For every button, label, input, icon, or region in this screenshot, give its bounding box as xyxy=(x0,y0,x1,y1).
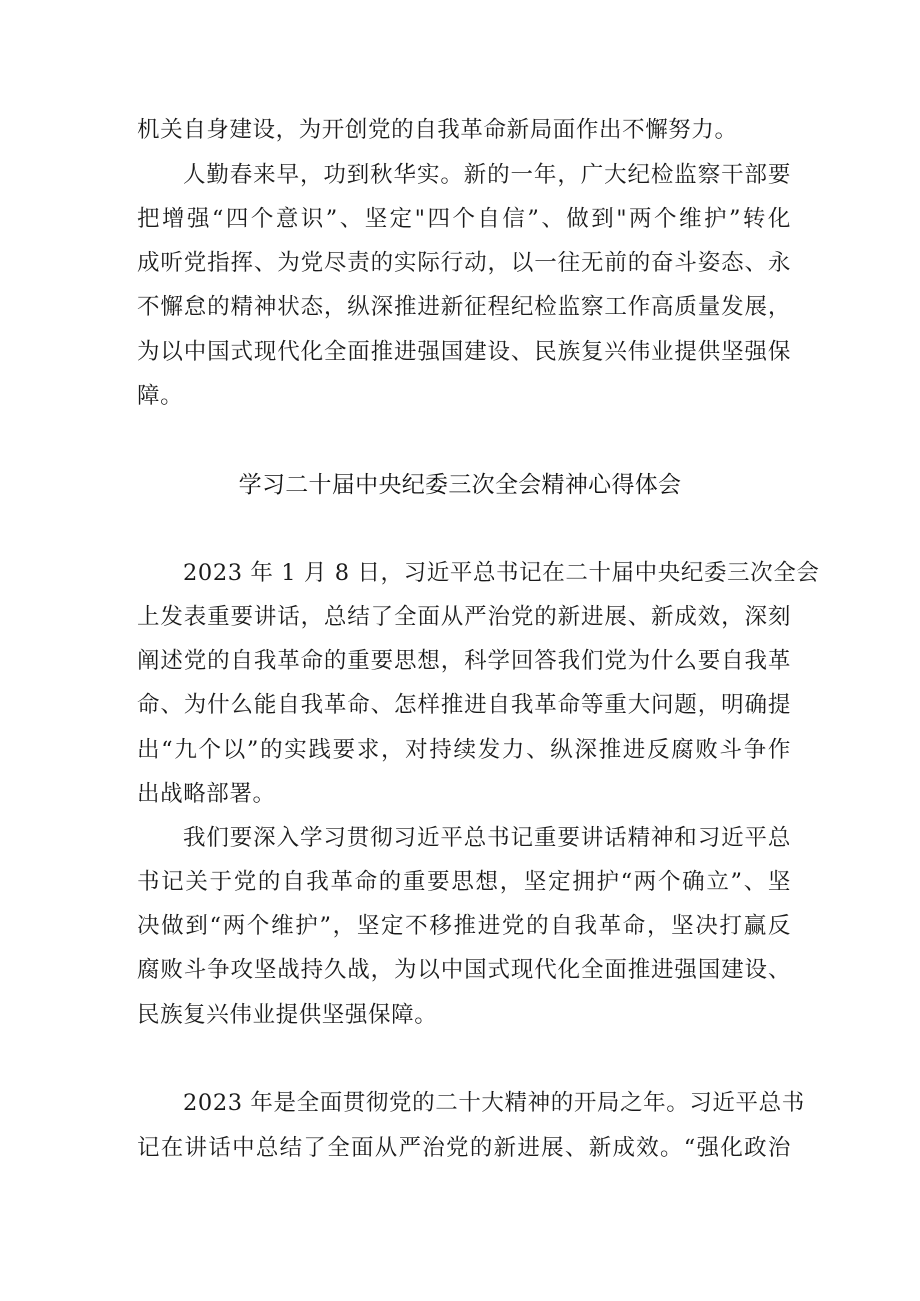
article-title: 学习二十届中央纪委三次全会精神心得体会 xyxy=(238,472,682,498)
paragraph-line: 人勤春来早，功到秋华实。新的一年，广大纪检监察干部要 xyxy=(183,162,791,188)
paragraph-line: 腐败斗争攻坚战持久战，为以中国式现代化全面推进强国建设、 xyxy=(137,957,791,983)
paragraph-line: 阐述党的自我革命的重要思想，科学回答我们党为什么要自我革 xyxy=(137,648,791,674)
paragraph-line: 我们要深入学习贯彻习近平总书记重要讲话精神和习近平总 xyxy=(183,825,791,851)
paragraph-line: 2023 年是全面贯彻党的二十大精神的开局之年。习近平总书 xyxy=(183,1090,805,1116)
paragraph-line: 出战略部署。 xyxy=(137,781,276,807)
paragraph-line: 记在讲话中总结了全面从严治党的新进展、新成效。“强化政治 xyxy=(137,1135,791,1161)
paragraph-line: 不懈怠的精神状态，纵深推进新征程纪检监察工作高质量发展， xyxy=(137,294,791,320)
paragraph-line: 民族复兴伟业提供坚强保障。 xyxy=(137,1002,438,1028)
paragraph-continuation-line: 机关自身建设，为开创党的自我革命新局面作出不懈努力。 xyxy=(137,117,738,143)
paragraph-line: 命、为什么能自我革命、怎样推进自我革命等重大问题，明确提 xyxy=(137,692,791,718)
paragraph-line: 出“九个以”的实践要求，对持续发力、纵深推进反腐败斗争作 xyxy=(137,737,791,763)
paragraph-line: 把增强“四个意识”、坚定"四个自信”、做到"两个维护”转化 xyxy=(137,206,791,232)
paragraph-line: 2023 年 1 月 8 日，习近平总书记在二十届中央纪委三次全会 xyxy=(183,560,820,586)
paragraph-line: 上发表重要讲话，总结了全面从严治党的新进展、新成效，深刻 xyxy=(137,604,791,630)
paragraph-line: 障。 xyxy=(137,383,184,409)
paragraph-line: 书记关于党的自我革命的重要思想，坚定拥护“两个确立”、坚 xyxy=(137,869,791,895)
paragraph-line: 决做到“两个维护”，坚定不移推进党的自我革命，坚决打赢反 xyxy=(137,913,791,939)
paragraph-line: 为以中国式现代化全面推进强国建设、民族复兴伟业提供坚强保 xyxy=(137,339,791,365)
paragraph-line: 成听党指挥、为党尽责的实际行动，以一往无前的奋斗姿态、永 xyxy=(137,250,791,276)
